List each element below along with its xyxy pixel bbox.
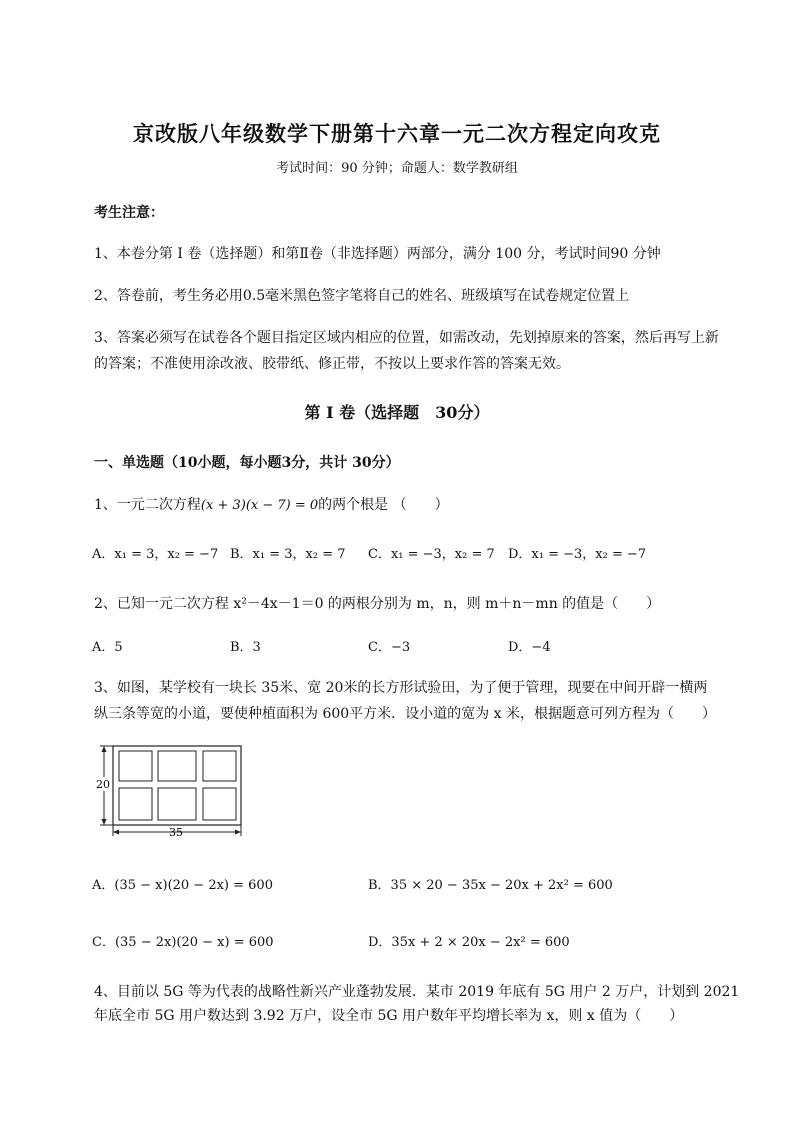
q1-option-c[interactable]: C．x₁ = −3，x₂ = 7	[368, 547, 495, 562]
notice-item-3-cont: 的答案；不准使用涂改液、胶带纸、修正带，不按以上要求作答的答案无效。	[94, 356, 570, 372]
q1-suffix: 的两个根是 （ ）	[318, 497, 449, 513]
notice-item-2: 2、答卷前，考生务必用0.5毫米黑色签字笔将自己的姓名、班级填写在试卷规定位置上	[94, 288, 630, 304]
q1-option-a[interactable]: A．x₁ = 3，x₂ = −7	[92, 547, 219, 562]
q3-option-b[interactable]: B．35 × 20 − 35x − 20x + 2x² = 600	[368, 878, 613, 893]
field-diagram	[92, 740, 252, 840]
q2-option-d[interactable]: D．−4	[508, 640, 551, 655]
height-label: 20	[96, 778, 110, 791]
question-1	[94, 494, 449, 514]
q2-option-c[interactable]: C．−3	[368, 640, 411, 655]
exam-info: 考试时间：90 分钟；命题人：数学教研组	[276, 161, 518, 176]
page-title: 京改版八年级数学下册第十六章一元二次方程定向攻克	[133, 121, 661, 146]
question-4-line-2: 年底全市 5G 用户数达到 3.92 万户，设全市 5G 用户数年平均增长率为 x，则 x 值为（ ）	[94, 1008, 684, 1024]
q2-option-a[interactable]: A．5	[92, 640, 123, 655]
question-2: 2、已知一元二次方程 x²－4x－1＝0 的两根分别为 m，n，则 m＋n－mn 的值是（ ）	[94, 596, 661, 612]
question-3-line-1: 3、如图，某学校有一块长 35米、宽 20米的长方形试验田，为了便于管理，现要在中间开辟一横两	[94, 680, 708, 696]
question-3-line-2: 纵三条等宽的小道，要使种植面积为 600平方米．设小道的宽为 x 米，根据题意可列方程为（ ）	[94, 706, 716, 722]
q2-option-b[interactable]: B．3	[230, 640, 261, 655]
notice-heading: 考生注意：	[94, 205, 164, 221]
question-4-line-1: 4、目前以 5G 等为代表的战略性新兴产业蓬勃发展．某市 2019 年底有 5G 用户 2 万户，计划到 2021	[94, 984, 740, 1000]
notice-item-1: 1、本卷分第 I 卷（选择题）和第Ⅱ卷（非选择题）两部分，满分 100 分，考试时间90 分钟	[94, 246, 661, 262]
q3-option-d[interactable]: D．35x + 2 × 20x − 2x² = 600	[368, 935, 570, 950]
part-heading: 一、单选题（10小题，每小题3分，共计 30分）	[94, 455, 400, 471]
q1-option-d[interactable]: D．x₁ = −3，x₂ = −7	[508, 547, 647, 562]
q1-equation: (x + 3)(x − 7) = 0	[200, 498, 319, 513]
q1-prefix: 1、一元二次方程	[94, 497, 201, 513]
section-title: 第 I 卷（选择题 30分）	[304, 403, 490, 422]
q3-option-c[interactable]: C．(35 − 2x)(20 − x) = 600	[92, 935, 274, 950]
q1-option-b[interactable]: B．x₁ = 3，x₂ = 7	[230, 547, 346, 562]
width-label: 35	[169, 826, 183, 839]
q3-option-a[interactable]: A．(35 − x)(20 − 2x) = 600	[92, 878, 273, 893]
notice-item-3: 3、答案必须写在试卷各个题目指定区域内相应的位置，如需改动，先划掉原来的答案，然后再写上新	[94, 330, 719, 346]
field-outline	[113, 746, 241, 825]
